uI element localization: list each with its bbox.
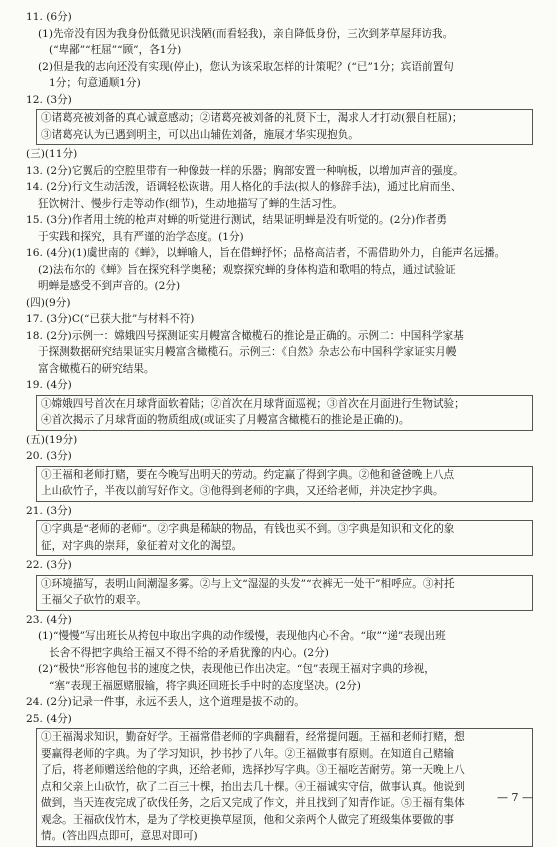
answer-text-line: ①环境描写，表明山间潮湿多雾。②与上文“湿湿的头发”“衣裤无一处干”相呼应。③衬托: [41, 577, 455, 590]
section-heading: (三)(11分): [26, 148, 78, 160]
question-14-answer: 14. (2分)行文生动活泼，语调轻松诙谐。用人格化的手法(拟人的修辞手法)，通过比肩而坐、: [26, 181, 462, 193]
answer-text-line: (2)但是我的志向还没有实现(停止)，您认为该采取怎样的计策呢？(“已”1分；宾语前置句: [38, 60, 454, 73]
answer-box: [36, 575, 533, 611]
question-13-answer: 13. (2分)它翼后的空腔里带有一种像鼓一样的乐器；胸部安置一种响板，以增加声音的强度。: [26, 164, 464, 177]
answer-text-line: ①王福和老师打赌，要在今晚写出明天的劳动。约定赢了得到字典。②他和爸爸晚上八点: [41, 468, 455, 481]
answer-text-line: (2)法布尔的《蝉》旨在探究科学奥秘；观察探究蝉的身体构造和歌唱的特点，通过试验证: [38, 263, 456, 276]
question-18-answer: 18. (2分)示例一：嫦娥四号探测证实月幔富含橄榄石的推论是正确的。示例二：中国科学家基: [26, 329, 464, 342]
answer-box: [36, 109, 533, 145]
answer-text-line: 长舍不得把字典给王福又不得不给的矛盾犹豫的内心。(2分): [49, 646, 329, 659]
answer-box: [36, 520, 533, 556]
answer-text-line: 于探测数据研究结果证实月幔富含橄榄石。示例三：《自然》杂志公布中国科学家证实月幔: [38, 346, 457, 358]
question-25-heading: 25. (4分): [26, 712, 72, 725]
question-19-heading: 19. (4分): [26, 379, 72, 391]
answer-text-line: (1)“慢慢”写出班长从挎包中取出字典的动作缓慢，表现他内心不舍。“取”“递”表现出班: [38, 630, 446, 642]
answer-text-line: ①嫦娥四号首次在月球背面软着陆；②首次在月球背面巡视；③首次在月面进行生物试验；: [41, 397, 465, 410]
answer-text-line: “塞”表现王福愿赌服输，将字典还回班长手中时的态度坚决。(2分): [49, 679, 361, 692]
question-20-heading: 20. (3分): [26, 450, 72, 462]
answer-box: [36, 395, 533, 431]
question-23-heading: 23. (4分): [26, 613, 72, 626]
question-16-answer: 16. (4分)(1)虞世南的《蝉》，以蝉喻人，旨在借蝉抒怀；品格高洁者，不需借助外力，自能声名远播。: [26, 247, 506, 259]
answer-text-line: ④首次揭示了月球背面的物质组成(或证实了月幔富含橄榄石的推论是正确的)。: [41, 414, 410, 426]
question-24-answer: 24. (2分)记录一件事，永远不丢人，这个道理是拔不动的。: [26, 696, 305, 708]
question-22-heading: 22. (3分): [26, 559, 72, 571]
answer-text-line: 王福父子砍竹的艰辛。: [41, 594, 147, 606]
answer-text-line: 狂饮树汁、慢步行走等动作(细节)，生动地描写了蝉的生活习性。: [38, 197, 343, 210]
answer-box: [36, 728, 533, 847]
answer-text-line: (2)“极快”形容他包书的速度之快，表现他已作出决定。“包”表现王福对字典的珍视，: [38, 663, 435, 675]
section-heading: (四)(9分): [26, 296, 71, 309]
answer-text-line: 情。(答出四点即可，意思对即可): [41, 830, 198, 842]
answer-text-line: ①诸葛亮被刘备的真心诚意感动；②诸葛亮被刘备的礼贤下士，渴求人才打动(猥自枉屈)；: [41, 112, 463, 124]
answer-text-line: 上山砍竹子，半夜以前写好作文。③他得到老师的字典，又还给老师，并决定抄字典。: [41, 485, 444, 497]
question-12-heading: 12. (3分): [26, 93, 72, 106]
answer-text-line: 点和父亲上山砍竹，砍了二百三十棵，抬出去几十棵。④王福诚实守信，做事认真。他说到: [41, 780, 465, 793]
answer-text-line: 征，对字典的崇拜，象征着对文化的渴望。: [41, 539, 243, 552]
answer-text-line: 富含橄榄石的研究结果。: [38, 362, 155, 375]
answer-text-line: 做到，当天连夜完成了砍伐任务，之后又完成了作文，并且找到了知青作证。⑤王福有集体: [41, 797, 465, 809]
answer-text-line: 了后，将老师赠送给他的字典，还给老师，选择抄写字典。③王福吃苦耐劳。第一天晚上八: [41, 764, 465, 776]
page-number: — 7 —: [497, 791, 533, 804]
answer-text-line: 观念。王福砍伐竹木，是为了学校更换草屋顶，他和父亲两个人做完了班级集体要做的事: [41, 813, 455, 826]
answer-text-line: 1分；句意通顺1分): [49, 77, 141, 89]
answer-text-line: 于实践和探究，具有严谨的治学态度。(1分): [38, 230, 244, 243]
section-heading: (五)(19分): [26, 433, 78, 446]
question-21-heading: 21. (3分): [26, 504, 72, 517]
answer-text-line: 明蝉是感受不到声音的。(2分): [38, 280, 181, 292]
answer-text-line: 要赢得老师的字典。为了学习知识，抄书抄了八年。②王福做事有原则。在知道自己赌输: [41, 747, 455, 760]
question-17-answer: 17. (3分)C(“已获大批”与材料不符): [26, 313, 195, 325]
answer-text-line: (“卑鄙”“枉屈”“顾”，各1分): [49, 44, 182, 56]
question-11-heading: 11. (6分): [26, 11, 72, 23]
answer-text-line: ③诸葛亮认为已遇到明主，可以出山辅佐刘备，施展才华实现抱负。: [41, 128, 359, 141]
question-15-answer: 15. (3分)作者用土统的枪声对蝉的听觉进行测试，结果证明蝉是没有听觉的。(2分)作者勇: [26, 214, 448, 226]
answer-box: [36, 466, 533, 502]
answer-text-line: (1)先帝没有因为我身份低微见识浅陋(而看轻我)，亲自降低身份，三次到茅草屋拜访我。: [38, 27, 454, 40]
answer-text-line: ①字典是“老师的老师”。②字典是稀缺的物品，有钱也买不到。③字典是知识和文化的象: [41, 523, 455, 535]
answer-text-line: ①王福渴求知识，勤奋好学。王福常借老师的字典翻看，经常提问题。王福和老师打赌，想: [41, 731, 465, 743]
